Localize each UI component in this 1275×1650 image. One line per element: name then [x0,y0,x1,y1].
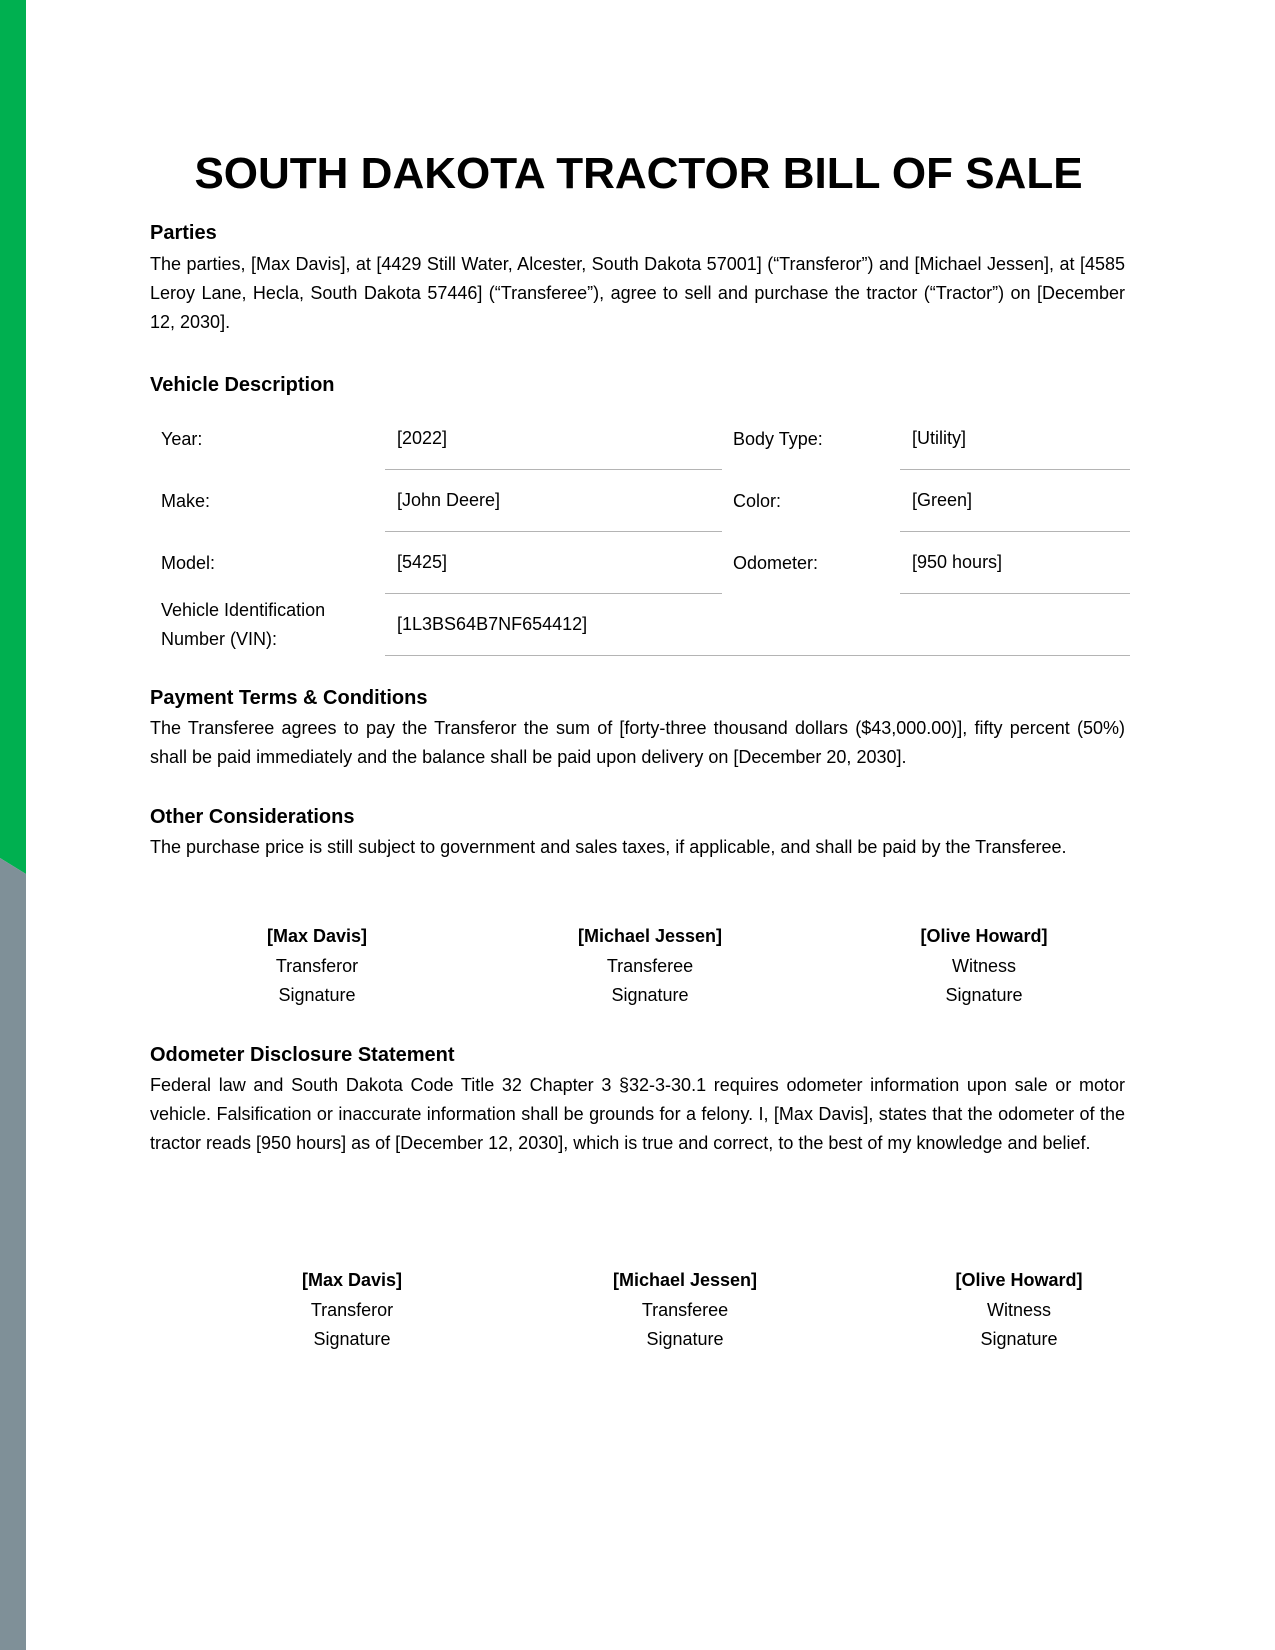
side-accent-green [0,0,26,874]
year-value: [2022] [385,408,722,470]
vehicle-row-model [150,532,1130,594]
color-value: [Green] [900,470,1130,532]
signature-label: Signature [980,1329,1058,1349]
color-label: Color: [733,490,782,511]
odometer-label: Odometer: [733,552,819,573]
parties-heading: Parties [150,222,217,244]
side-accent-bar [0,0,26,1650]
vehicle-row-make [150,470,1130,532]
document-title: SOUTH DAKOTA TRACTOR BILL OF SALE [194,149,1083,198]
signature-name: [Michael Jessen] [577,926,723,946]
vehicle-heading: Vehicle Description [150,374,335,396]
vehicle-row-year [150,408,1130,470]
other-paragraph: The purchase price is still subject to government and sales taxes, if applicable, and shall be paid by the Transferee. [150,837,1067,857]
odometer-paragraph: Federal law and South Dakota Code Title 32 Chapter 3 §32-3-30.1 requires odometer information upon sale or motor vehicle. Falsification or inaccurate information shall be grounds for a felony. I, [Max Davis], states that the odometer of the tractor reads [950 hours] as of [December 12, 2030], which is true and correct, to the best of my knowledge and belief. [150,1075,1125,1153]
odometer-value: [950 hours] [900,532,1130,594]
model-value: [5425] [385,532,722,594]
vehicle-row-vin [150,594,1130,656]
signature-label: Signature [278,985,356,1005]
signature-block-transferee [520,922,780,1011]
vin-value: [1L3BS64B7NF654412] [385,594,1130,656]
signature-label: Signature [313,1329,391,1349]
signature-label: Signature [646,1329,724,1349]
signature-role: Transferor [310,1299,394,1320]
year-label: Year: [161,428,203,449]
signature-name: [Max Davis] [301,1270,403,1290]
signature-block-witness [854,922,1114,1011]
odometer-heading: Odometer Disclosure Statement [150,1044,455,1066]
signature-name: [Max Davis] [266,926,368,946]
signature-role: Witness [986,1299,1051,1320]
signature-name: [Olive Howard] [955,1270,1083,1290]
signature-role: Transferee [641,1299,729,1320]
make-label: Make: [161,490,211,511]
signature-block-transferee-2 [555,1266,815,1355]
signature-name: [Olive Howard] [920,926,1048,946]
signature-label: Signature [611,985,689,1005]
signature-role: Transferor [275,955,359,976]
signature-label: Signature [945,985,1023,1005]
payment-heading: Payment Terms & Conditions [150,687,428,709]
model-label: Model: [161,552,216,573]
signature-role: Transferee [606,955,694,976]
signature-block-transferor-2 [222,1266,482,1355]
body-type-value: [Utility] [900,408,1130,470]
other-heading: Other Considerations [150,806,355,828]
signature-block-transferor [187,922,447,1011]
signature-role: Witness [951,955,1016,976]
signature-name: [Michael Jessen] [612,1270,758,1290]
body-type-label: Body Type: [733,428,823,449]
side-accent-gray [0,858,26,1650]
parties-paragraph: The parties, [Max Davis], at [4429 Still Water, Alcester, South Dakota 57001] (“Transferor”) and [Michael Jessen], at [4585 Leroy Lane, Hecla, South Dakota 57446] (“Transferee”), agree to sell and purchase the tractor (“Tractor”) on [December 12, 2030]. [150,254,1125,332]
payment-paragraph: The Transferee agrees to pay the Transferor the sum of [forty-three thousand dollars ($43,000.00)], fifty percent (50%) shall be paid immediately and the balance shall be paid upon delivery on [December 20, 2030]. [150,718,1125,767]
vehicle-description-table [150,408,1130,656]
vin-label: Vehicle Identification Number (VIN): [161,600,326,649]
signature-block-witness-2 [889,1266,1149,1355]
make-value: [John Deere] [385,470,722,532]
